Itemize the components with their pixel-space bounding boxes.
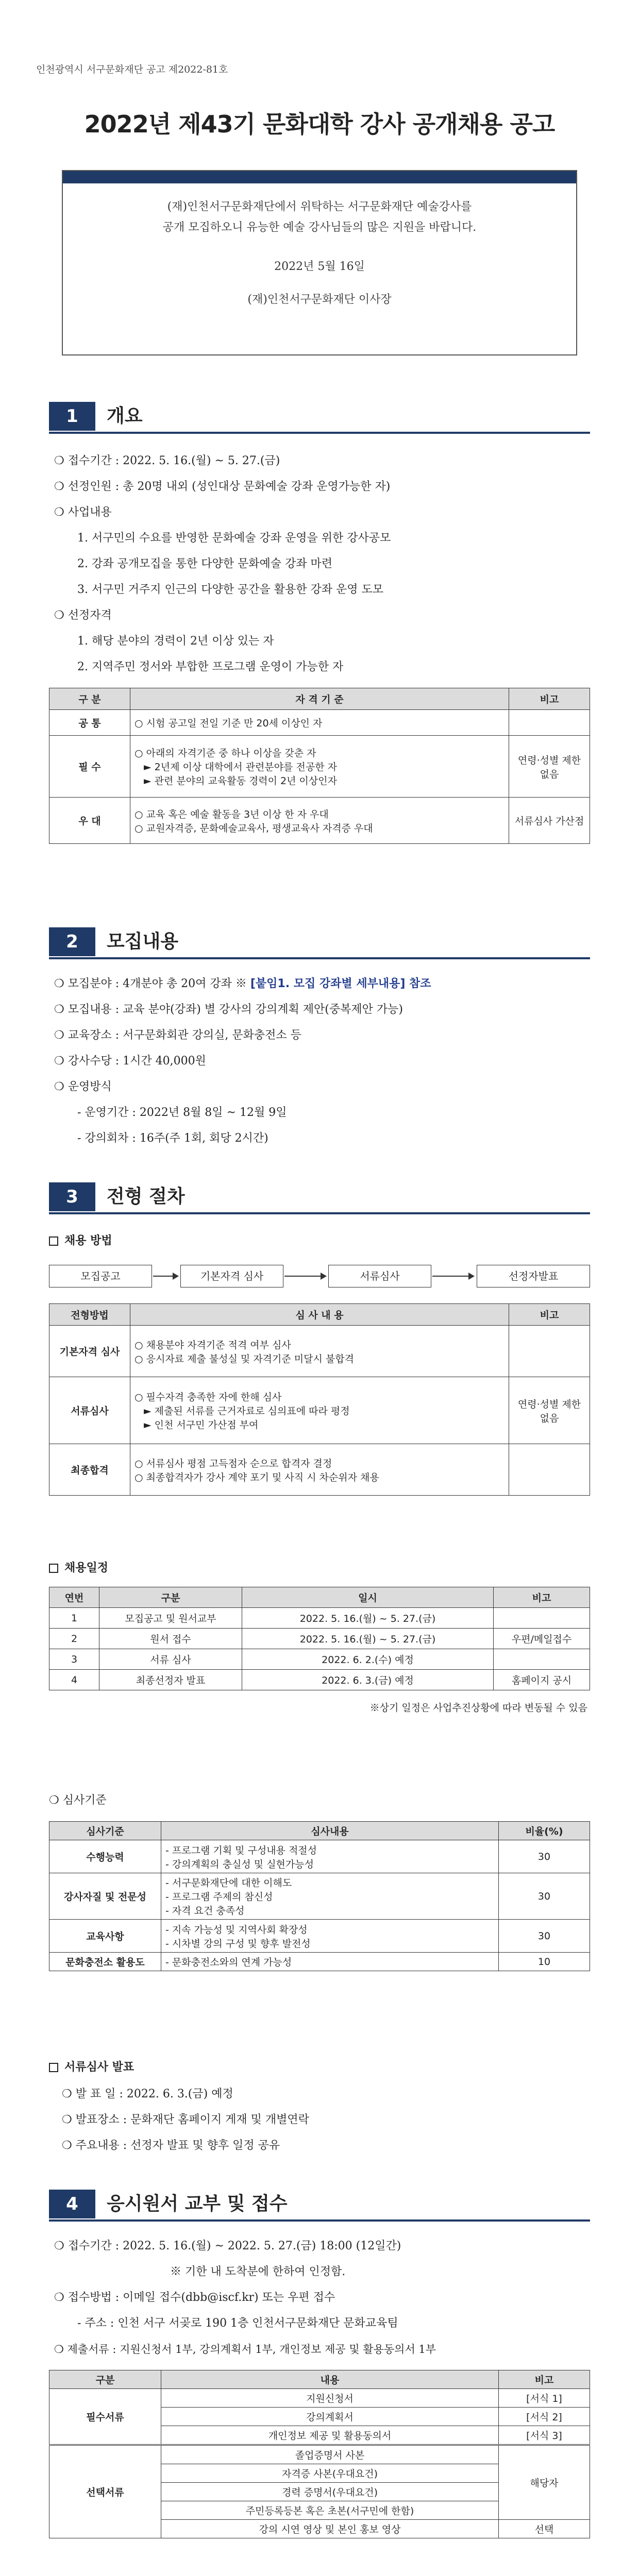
s2-period: - 운영기간 : 2022년 8월 8일 ~ 12월 9일: [77, 1106, 287, 1119]
row-label: 서류심사: [49, 1377, 130, 1444]
table-row: [49, 1608, 590, 1629]
col-header: 연번: [49, 1587, 99, 1608]
subheading-schedule: 채용일정: [64, 1562, 109, 1574]
row-label: 공 통: [49, 710, 130, 736]
flow-step-1: 모집공고: [49, 1265, 152, 1287]
s4-documents: ❍ 제출서류 : 지원신청서 1부, 강의계획서 1부, 개인정보 제공 및 활용동의서 1부: [54, 2343, 436, 2355]
s1-period: ❍ 접수기간 : 2022. 5. 16.(월) ~ 5. 27.(금): [54, 454, 280, 467]
table-cell: 4: [49, 1670, 99, 1690]
table-cell: 2022. 6. 3.(금) 예정: [242, 1670, 494, 1690]
s2-field-text: ❍ 모집분야 : 4개분야 총 20여 강좌 ※: [54, 977, 250, 990]
table-cell: [서식 3]: [499, 2426, 590, 2445]
col-header: 자 격 기 준: [130, 688, 509, 710]
schedule-note: ※상기 일정은 사업추진상황에 따라 변동될 수 있음: [369, 1702, 587, 1714]
cell-line: ► 관련 분야의 교육활동 경력이 2년 이상인자: [144, 775, 337, 787]
schedule-table: [49, 1587, 590, 1690]
table-note: 연령·성별 제한 없음: [509, 1377, 590, 1444]
s2-sessions: - 강의회차 : 16주(주 1회, 회당 2시간): [77, 1132, 268, 1145]
cell-line: ○ 교원자격증, 문화예술교육사, 평생교육사 자격증 우대: [134, 822, 373, 834]
table-cell: 우편/메일접수: [494, 1629, 590, 1649]
s1-qual-1: 1. 해당 분야의 경력이 2년 이상 있는 자: [77, 635, 274, 648]
arrow-right-icon: [432, 1276, 474, 1277]
section-title: 전형 절차: [107, 1186, 185, 1207]
s2-method: ❍ 운영방식: [54, 1080, 112, 1093]
col-header: 심사기준: [49, 1822, 161, 1840]
cell-line: - 시차별 강의 구성 및 향후 발전성: [165, 1938, 311, 1950]
section-title: 개요: [107, 405, 143, 427]
notice-number: 인천광역시 서구문화재단 공고 제2022-81호: [36, 64, 228, 75]
section-rule: [49, 1212, 590, 1214]
s4-address: - 주소 : 인천 서구 서곶로 190 1층 인천서구문화재단 문화교육팀: [77, 2317, 398, 2330]
intro-org: (재)인천서구문화재단 이사장: [247, 293, 392, 306]
table-cell: 홈페이지 공시: [494, 1670, 590, 1690]
row-label: 강사자질 및 전문성: [49, 1873, 161, 1920]
criteria-heading: ❍ 심사기준: [49, 1794, 107, 1807]
col-header: 구분: [99, 1587, 242, 1608]
table-cell: [130, 736, 509, 798]
cell-line: ► 인천 서구민 가산점 부여: [144, 1419, 259, 1431]
result-content: ❍ 주요내용 : 선정자 발표 및 향후 일정 공유: [62, 2139, 280, 2152]
section-number: 4: [49, 2190, 95, 2218]
table-cell: [161, 1920, 499, 1953]
cell-line: ○ 응시자료 제출 불성실 및 자격기준 미달시 불합격: [134, 1353, 354, 1365]
s2-field: [54, 976, 431, 992]
documents-table: [49, 2370, 590, 2538]
table-cell: [130, 1444, 509, 1496]
table-cell: 졸업증명서 사본: [161, 2445, 499, 2464]
table-cell: 지원신청서: [161, 2389, 499, 2408]
ratio-cell: 30: [499, 1920, 590, 1953]
table-cell: - 문화충전소와의 연계 가능성: [161, 1953, 499, 1971]
row-label: 최종합격: [49, 1444, 130, 1496]
col-header: 내용: [161, 2370, 499, 2389]
table-cell: [494, 1608, 590, 1629]
cell-line: ○ 최종합격자가 강사 계약 포기 및 사직 시 차순위자 채용: [134, 1471, 379, 1483]
ratio-cell: 30: [499, 1873, 590, 1920]
section-rule: [49, 432, 590, 434]
table-cell: 주민등록등본 혹은 초본(서구민에 한함): [161, 2501, 499, 2520]
cell-line: ○ 채용분야 자격기준 적격 여부 심사: [134, 1339, 291, 1351]
row-label: 우 대: [49, 798, 130, 844]
intro-date: 2022년 5월 16일: [274, 260, 365, 273]
table-note: 해당자: [499, 2445, 590, 2520]
qualification-table: [49, 688, 590, 844]
section-title: 응시원서 교부 및 접수: [107, 2193, 288, 2214]
row-label: 선택서류: [49, 2445, 161, 2538]
table-cell: [서식 2]: [499, 2408, 590, 2426]
cell-line: ○ 필수자격 충족한 자에 한해 심사: [134, 1392, 282, 1403]
table-cell: 강의 시연 영상 및 본인 홍보 영상: [161, 2520, 499, 2538]
intro-line-2: 공개 모집하오니 유능한 예술 강사님들의 많은 지원을 바랍니다.: [162, 221, 477, 234]
table-cell: 모집공고 및 원서교부: [99, 1608, 242, 1629]
ratio-cell: 10: [499, 1953, 590, 1971]
col-header: 비고: [494, 1587, 590, 1608]
criteria-table: [49, 1821, 590, 1971]
arrow-right-icon: [153, 1276, 178, 1277]
col-header: 비고: [509, 688, 590, 710]
cell-line: - 서구문화재단에 대한 이해도: [165, 1877, 292, 1889]
cell-line: ► 2년제 이상 대학에서 관련분야를 전공한 자: [144, 761, 337, 773]
table-cell: 2022. 5. 16.(월) ~ 5. 27.(금): [242, 1608, 494, 1629]
table-cell: [161, 1873, 499, 1920]
table-cell: [130, 1377, 509, 1444]
col-header: 비고: [509, 1304, 590, 1326]
s2-place: ❍ 교육장소 : 서구문화회관 강의실, 문화충전소 등: [54, 1029, 301, 1042]
table-cell: [130, 798, 509, 844]
table-cell: 경력 증명서(우대요건): [161, 2483, 499, 2501]
table-cell: 서류 심사: [99, 1649, 242, 1670]
s4-deadline-note: ※ 기한 내 도착분에 한하여 인정함.: [170, 2265, 346, 2278]
row-label: 문화충전소 활용도: [49, 1953, 161, 1971]
s1-purpose-1: 1. 서구민의 수요를 반영한 문화예술 강좌 운영을 위한 강사공모: [77, 532, 391, 545]
table-note: 연령·성별 제한 없음: [509, 736, 590, 798]
table-note: 선택: [499, 2520, 590, 2538]
s1-qual: ❍ 선정자격: [54, 609, 112, 622]
row-label: 수행능력: [49, 1840, 161, 1873]
col-header: 일시: [242, 1587, 494, 1608]
cell-line: ► 제출된 서류를 근거자료로 심의표에 따라 평정: [144, 1405, 350, 1417]
s1-purpose-2: 2. 강좌 공개모집을 통한 다양한 문화예술 강좌 마련: [77, 557, 332, 570]
s1-purpose: ❍ 사업내용: [54, 506, 112, 519]
table-note: 서류심사 가산점: [509, 798, 590, 844]
cell-line: ○ 아래의 자격기준 중 하나 이상을 갖춘 자: [134, 748, 316, 759]
row-label: 기본자격 심사: [49, 1326, 130, 1377]
square-bullet-icon: [49, 2063, 58, 2072]
s4-method: ❍ 접수방법 : 이메일 접수(dbb@iscf.kr) 또는 우편 접수: [54, 2291, 335, 2304]
square-bullet-icon: [49, 1236, 58, 1246]
section-rule: [49, 2219, 590, 2222]
col-header: 비고: [499, 2370, 590, 2389]
page-title: 2022년 제43기 문화대학 강사 공개채용 공고: [84, 110, 555, 138]
col-header: 심사내용: [161, 1822, 499, 1840]
s2-content: ❍ 모집내용 : 교육 분야(강좌) 별 강사의 강의계획 제안(중복제안 가능): [54, 1003, 403, 1016]
table-cell: 2022. 6. 2.(수) 예정: [242, 1649, 494, 1670]
subheading-method: 채용 방법: [64, 1234, 112, 1247]
result-place: ❍ 발표장소 : 문화재단 홈페이지 게재 및 개별연락: [62, 2113, 309, 2126]
table-row: [49, 1670, 590, 1690]
cell-line: - 지속 가능성 및 지역사회 확장성: [165, 1924, 308, 1936]
intro-top-bar: [63, 171, 576, 183]
s1-qual-2: 2. 지역주민 정서와 부합한 프로그램 운영이 가능한 자: [77, 660, 344, 673]
s1-purpose-3: 3. 서구민 거주지 인근의 다양한 공간을 활용한 강좌 운영 도모: [77, 583, 383, 596]
cell-line: - 자격 요건 충족성: [165, 1905, 245, 1917]
row-label: 필수서류: [49, 2389, 161, 2445]
cell-line: - 강의계획의 충실성 및 실현가능성: [165, 1858, 314, 1870]
cell-line: - 프로그램 주제의 참신성: [165, 1891, 273, 1903]
attachment-reference: [붙임1. 모집 강좌별 세부내용] 참조: [250, 977, 431, 990]
s2-fee: ❍ 강사수당 : 1시간 40,000원: [54, 1055, 206, 1067]
table-cell: [494, 1649, 590, 1670]
table-cell: 개인정보 제공 및 활용동의서: [161, 2426, 499, 2445]
section-title: 모집내용: [107, 931, 179, 952]
table-cell: 강의계획서: [161, 2408, 499, 2426]
subheading-result: 서류심사 발표: [64, 2061, 134, 2074]
table-cell: [161, 1840, 499, 1873]
cell-line: ○ 교육 혹은 예술 활동을 3년 이상 한 자 우대: [134, 808, 329, 820]
section-number: 3: [49, 1182, 95, 1211]
cell-line: ○ 서류심사 평점 고득점자 순으로 합격자 결정: [134, 1458, 332, 1469]
col-header: 구 분: [49, 688, 130, 710]
table-cell: 원서 접수: [99, 1629, 242, 1649]
cell-line: - 프로그램 기획 및 구성내용 적절성: [165, 1844, 317, 1856]
col-header: 구분: [49, 2370, 161, 2389]
col-header: 전형방법: [49, 1304, 130, 1326]
result-date: ❍ 발 표 일 : 2022. 6. 3.(금) 예정: [62, 2088, 233, 2100]
section-number: 2: [49, 927, 95, 956]
section-rule: [49, 957, 590, 959]
ratio-cell: 30: [499, 1840, 590, 1873]
row-label: 필 수: [49, 736, 130, 798]
col-header: 비율(%): [499, 1822, 590, 1840]
table-cell: [서식 1]: [499, 2389, 590, 2408]
table-cell: ○ 시험 공고일 전일 기준 만 20세 이상인 자: [130, 710, 509, 736]
table-cell: 자격증 사본(우대요건): [161, 2464, 499, 2483]
table-row: [49, 1649, 590, 1670]
table-cell: 최종선정자 발표: [99, 1670, 242, 1690]
flow-step-3: 서류심사: [328, 1265, 431, 1287]
section-number: 1: [49, 402, 95, 431]
table-cell: 2: [49, 1629, 99, 1649]
arrow-right-icon: [284, 1276, 326, 1277]
screening-table: [49, 1303, 590, 1496]
table-cell: 2022. 5. 16.(월) ~ 5. 27.(금): [242, 1629, 494, 1649]
flow-step-4: 선정자발표: [477, 1265, 590, 1287]
s1-recruit: ❍ 선정인원 : 총 20명 내외 (성인대상 문화예술 강좌 운영가능한 자): [54, 480, 391, 493]
flow-step-2: 기본자격 심사: [180, 1265, 283, 1287]
square-bullet-icon: [49, 1564, 58, 1573]
col-header: 심 사 내 용: [130, 1304, 509, 1326]
intro-line-1: (재)인천서구문화재단에서 위탁하는 서구문화재단 예술강사를: [167, 200, 472, 213]
table-cell: 1: [49, 1608, 99, 1629]
table-row: [49, 1629, 590, 1649]
row-label: 교육사항: [49, 1920, 161, 1953]
table-cell: [130, 1326, 509, 1377]
table-cell: 3: [49, 1649, 99, 1670]
intro-box: [62, 170, 577, 355]
s4-period: ❍ 접수기간 : 2022. 5. 16.(월) ~ 2022. 5. 27.(금) 18:00 (12일간): [54, 2240, 401, 2252]
